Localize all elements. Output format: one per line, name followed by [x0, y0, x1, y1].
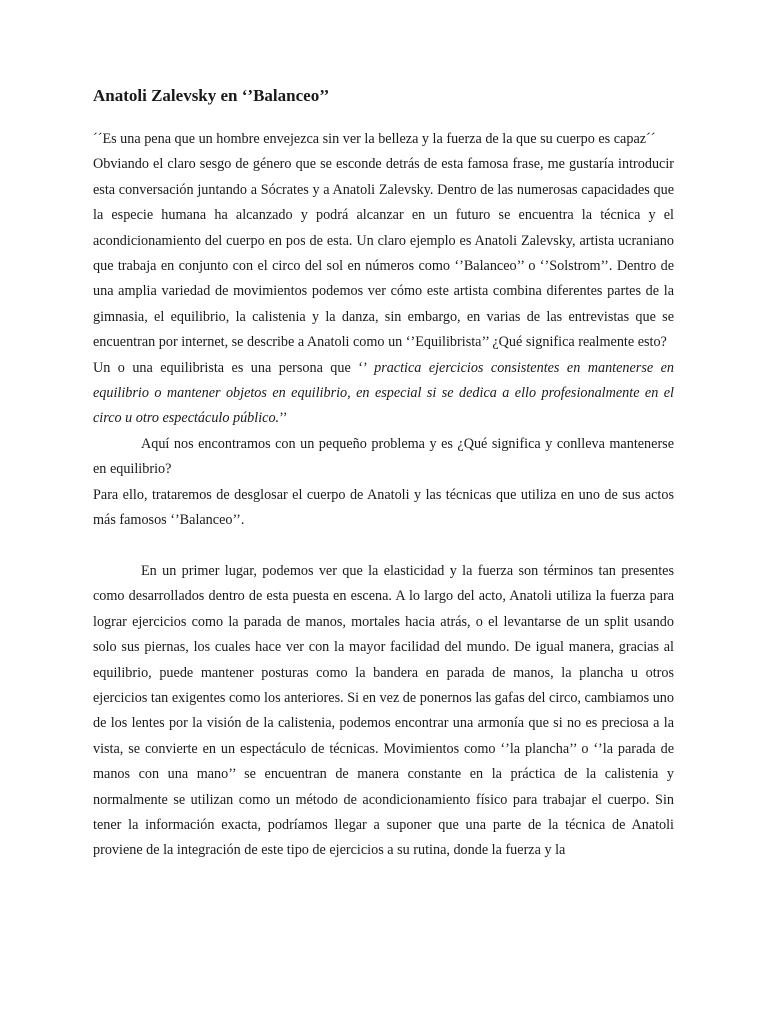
opening-quote: ´´Es una pena que un hombre envejezca sin ver la belleza y la fuerza de la que su cuerpo es capaz´´	[93, 131, 656, 147]
definition-quote: practica ejercicios consistentes en mantenerse en equilibrio o mantener objetos en equilibrio, en especial si se dedica a ello profesionalmente en el circo u otro espectáculo público.	[93, 359, 674, 427]
paragraph-analysis: En un primer lugar, podemos ver que la elasticidad y la fuerza son términos tan presentes como desarrollados dentro de esta puesta en escena. A lo largo del acto, Anatoli utiliza la fuerza para lograr ejercicios como la parada de manos, mortales hacia atrás, o el levantarse de un split usando solo sus piernas, los cuales hace ver con la mayor facilidad del mundo. De igual manera, gracias al equilibrio, puede mantener posturas como la bandera en parada de manos, la plancha u otros ejercicios tan exigentes como los anteriores. Si en vez de ponernos las gafas del circo, cambiamos uno de los lentes por la visión de la calistenia, podemos encontrar una armonía que si no es preciosa a la vista, se convierte en un espectáculo de técnicas. Movimientos como ‘’la plancha’’ o ‘’la parada de manos con una mano’’ se encuentran de manera constante en la práctica de la calistenia y normalmente se utilizan como un método de acondicionamiento físico para trabajar el cuerpo. Sin tener la información exacta, podríamos llegar a suponer que una parte de la técnica de Anatoli proviene de la integración de este tipo de ejercicios a su rutina, donde la fuerza y la	[93, 562, 674, 859]
paragraph-plan: Para ello, trataremos de desglosar el cuerpo de Anatoli y las técnicas que utiliza en uno de sus actos más famosos ‘’Balanceo’’.	[93, 486, 674, 529]
document-title: Anatoli Zalevsky en ‘’Balanceo’’	[93, 86, 330, 105]
paragraph-intro: Obviando el claro sesgo de género que se esconde detrás de esta famosa frase, me gustaría introducir esta conversación juntando a Sócrates y a Anatoli Zalevsky. Dentro de las numerosas capacidades que la especie humana ha alcanzado y podrá alcanzar en un futuro se encuentra la técnica y el acondicionamiento del cuerpo en pos de esta. Un claro ejemplo es Anatoli Zalevsky, artista ucraniano que trabaja en conjunto con el circo del sol en números como ‘’Balanceo’’ o ‘’Solstrom’’. Dentro de una amplia variedad de movimientos podemos ver cómo este artista combina diferentes partes de la gimnasia, el equilibrio, la calistenia y la danza, sin embargo, en varias de las entrevistas que se encuentran por internet, se describe a Anatoli como un ‘’Equilibrista’’ ¿Qué significa realmente esto?	[93, 156, 674, 351]
definition-lead: Un o una equilibrista es una persona que ‘’	[93, 359, 375, 376]
paragraph-problem: Aquí nos encontramos con un pequeño problema y es ¿Qué significa y conlleva mantenerse en equilibrio?	[93, 435, 674, 478]
definition-close: ’’	[279, 410, 288, 427]
paragraph-definition	[93, 356, 674, 432]
document-page	[93, 84, 674, 864]
blank-line	[93, 534, 674, 559]
